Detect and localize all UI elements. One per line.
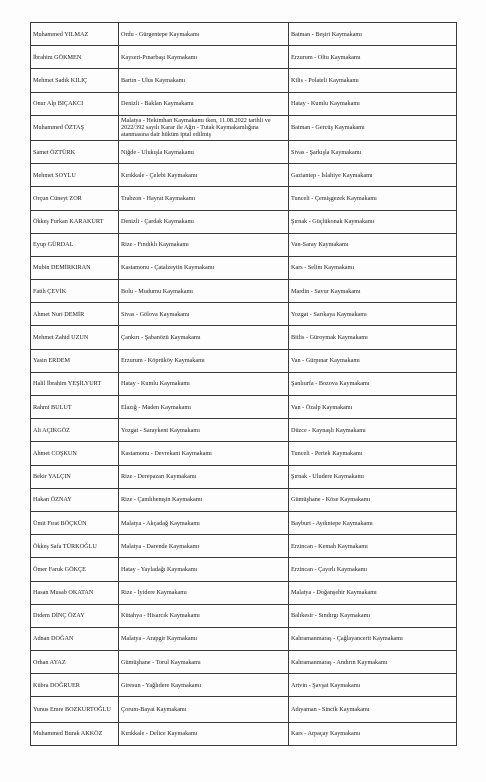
- name-cell: Yunus Emre BOZKURTOĞLU: [31, 697, 119, 722]
- previous-post-cell: Kütahya - Hisarcık Kaymakamı: [119, 604, 289, 627]
- name-cell: Bekir YALÇIN: [31, 465, 119, 488]
- name-cell: Halil İbrahim YEŞİLYURT: [31, 372, 119, 395]
- new-post-cell: Gaziantep - İslahiye Kaymakamı: [289, 164, 457, 187]
- new-post-cell: Erzincan - Kemah Kaymakamı: [289, 535, 457, 558]
- previous-post-cell: Ordu - Gürgentepe Kaymakamı: [119, 23, 289, 46]
- new-post-cell: Hatay - Kumlu Kaymakamı: [289, 92, 457, 115]
- name-cell: Didem DİNÇ ÖZAY: [31, 604, 119, 627]
- name-cell: Samet ÖZTÜRK: [31, 140, 119, 163]
- new-post-cell: Kars - Arpaçay Kaymakamı: [289, 722, 457, 745]
- name-cell: Mehmet SOYLU: [31, 164, 119, 187]
- previous-post-cell: Çorum-Bayat Kaymakamı: [119, 697, 289, 722]
- name-cell: Orhan AYAZ: [31, 651, 119, 674]
- new-post-cell: Erzurum - Oltu Kaymakamı: [289, 46, 457, 69]
- name-cell: Adnan DOĞAN: [31, 627, 119, 650]
- name-cell: Ahmet COŞKUN: [31, 442, 119, 465]
- table-row: [31, 488, 457, 511]
- table-row: [31, 210, 457, 233]
- table-row: [31, 349, 457, 372]
- new-post-cell: Batman - Gercüş Kaymakamı: [289, 115, 457, 140]
- previous-post-cell: Denizli - Baklan Kaymakamı: [119, 92, 289, 115]
- name-cell: Mubin DEMİRKIRAN: [31, 256, 119, 279]
- previous-post-cell: Gümüşhane - Torul Kaymakamı: [119, 651, 289, 674]
- table-row: [31, 697, 457, 722]
- name-cell: Muhammed YILMAZ: [31, 23, 119, 46]
- previous-post-cell: Kayseri-Pınarbaşı Kaymakamı: [119, 46, 289, 69]
- new-post-cell: Tunceli - Çemişgezek Kaymakamı: [289, 187, 457, 210]
- table-row: [31, 164, 457, 187]
- table-row: [31, 535, 457, 558]
- previous-post-cell: Hatay - Yayladağı Kaymakamı: [119, 558, 289, 581]
- new-post-cell: Bayburt - Aydıntepe Kaymakamı: [289, 511, 457, 534]
- appointment-table-body: [31, 23, 457, 746]
- previous-post-cell: Malatya - Hekimhan Kaymakamı iken, 11.08.2022 tarihli ve 2022/392 sayılı Karar ile Ağrı - Tutak Kaymakamlığına atanmasına dair hüküm iptal edilmiş: [119, 115, 289, 140]
- table-row: [31, 23, 457, 46]
- name-cell: Onur Alp BIÇAKCI: [31, 92, 119, 115]
- previous-post-cell: Rize - Derepazarı Kaymakamı: [119, 465, 289, 488]
- new-post-cell: Yozgat - Sarıkaya Kaymakamı: [289, 303, 457, 326]
- name-cell: Rahmi BULUT: [31, 396, 119, 419]
- new-post-cell: Düzce - Kaynaşlı Kaymakamı: [289, 419, 457, 442]
- table-row: [31, 256, 457, 279]
- table-row: [31, 627, 457, 650]
- previous-post-cell: Kastamonu - Çatalzeytin Kaymakamı: [119, 256, 289, 279]
- name-cell: Mehmet Sadık KILIÇ: [31, 69, 119, 92]
- new-post-cell: Kars - Selim Kaymakamı: [289, 256, 457, 279]
- table-row: [31, 280, 457, 303]
- previous-post-cell: Malatya - Darende Kaymakamı: [119, 535, 289, 558]
- new-post-cell: Erzincan - Çayırlı Kaymakamı: [289, 558, 457, 581]
- new-post-cell: Tunceli - Pertek Kaymakamı: [289, 442, 457, 465]
- name-cell: Kübra DOĞRUER: [31, 674, 119, 697]
- name-cell: Ahmet Nuri DEMİR: [31, 303, 119, 326]
- name-cell: Ökkeş Safa TÜRKOĞLU: [31, 535, 119, 558]
- new-post-cell: Batman - Beşiri Kaymakamı: [289, 23, 457, 46]
- table-row: [31, 419, 457, 442]
- previous-post-cell: Çankırı - Şabanözü Kaymakamı: [119, 326, 289, 349]
- previous-post-cell: Rize - İyidere Kaymakamı: [119, 581, 289, 604]
- previous-post-cell: Erzurum - Köprüköy Kaymakamı: [119, 349, 289, 372]
- table-row: [31, 69, 457, 92]
- name-cell: Eyup GÜRDAL: [31, 233, 119, 256]
- previous-post-cell: Trabzon - Hayrat Kaymakamı: [119, 187, 289, 210]
- new-post-cell: Balıkesir - Sındırgı Kaymakamı: [289, 604, 457, 627]
- table-row: [31, 511, 457, 534]
- table-row: [31, 722, 457, 745]
- table-row: [31, 651, 457, 674]
- table-row: [31, 372, 457, 395]
- table-row: [31, 674, 457, 697]
- name-cell: Ökkeş Furkan KARAKURT: [31, 210, 119, 233]
- table-row: [31, 326, 457, 349]
- new-post-cell: Kilis - Polateli Kaymakamı: [289, 69, 457, 92]
- table-row: [31, 396, 457, 419]
- name-cell: Yasin ERDEM: [31, 349, 119, 372]
- new-post-cell: Bitlis - Güroymak Kaymakamı: [289, 326, 457, 349]
- appointment-table: [30, 22, 457, 746]
- previous-post-cell: Malatya - Akçadağ Kaymakamı: [119, 511, 289, 534]
- previous-post-cell: Niğde - Ulukışla Kaymakamı: [119, 140, 289, 163]
- table-row: [31, 115, 457, 140]
- name-cell: Hasan Musab OKATAN: [31, 581, 119, 604]
- name-cell: Muhammed Burak AKKÖZ: [31, 722, 119, 745]
- new-post-cell: Van-Saray Kaymakamı: [289, 233, 457, 256]
- new-post-cell: Mardin - Savur Kaymakamı: [289, 280, 457, 303]
- previous-post-cell: Rize - Çamlıhemşin Kaymakamı: [119, 488, 289, 511]
- new-post-cell: Gümüşhane - Köse Kaymakamı: [289, 488, 457, 511]
- new-post-cell: Şanlıurfa - Bozova Kaymakamı: [289, 372, 457, 395]
- name-cell: Ömer Faruk GÖKÇE: [31, 558, 119, 581]
- new-post-cell: Kahramanmaraş - Andırın Kaymakamı: [289, 651, 457, 674]
- table-row: [31, 140, 457, 163]
- new-post-cell: Van - Gürpınar Kaymakamı: [289, 349, 457, 372]
- previous-post-cell: Hatay - Kumlu Kaymakamı: [119, 372, 289, 395]
- name-cell: Fatih ÇEVİK: [31, 280, 119, 303]
- table-row: [31, 46, 457, 69]
- table-row: [31, 581, 457, 604]
- new-post-cell: Adıyaman - Sincik Kaymakamı: [289, 697, 457, 722]
- new-post-cell: Sivas - Şarkışla Kaymakamı: [289, 140, 457, 163]
- table-row: [31, 187, 457, 210]
- table-row: [31, 442, 457, 465]
- table-row: [31, 465, 457, 488]
- name-cell: Orçun Cüneyt ZOR: [31, 187, 119, 210]
- table-row: [31, 92, 457, 115]
- new-post-cell: Kahramanmaraş - Çağlayancerit Kaymakamı: [289, 627, 457, 650]
- previous-post-cell: Giresun - Yağlıdere Kaymakamı: [119, 674, 289, 697]
- previous-post-cell: Rize - Fındıklı Kaymakamı: [119, 233, 289, 256]
- previous-post-cell: Bartın - Ulus Kaymakamı: [119, 69, 289, 92]
- previous-post-cell: Kırıkkale - Delice Kaymakamı: [119, 722, 289, 745]
- name-cell: Ümit Fırat BÖÇKÜN: [31, 511, 119, 534]
- new-post-cell: Malatya - Doğanşehir Kaymakamı: [289, 581, 457, 604]
- table-row: [31, 558, 457, 581]
- previous-post-cell: Sivas - Gölova Kaymakamı: [119, 303, 289, 326]
- new-post-cell: Van - Özalp Kaymakamı: [289, 396, 457, 419]
- table-row: [31, 233, 457, 256]
- name-cell: Ali AÇIKGÖZ: [31, 419, 119, 442]
- previous-post-cell: Denizli - Çardak Kaymakamı: [119, 210, 289, 233]
- name-cell: Muhammed ÖZTAŞ: [31, 115, 119, 140]
- new-post-cell: Şırnak - Uludere Kaymakamı: [289, 465, 457, 488]
- new-post-cell: Artvin - Şavşat Kaymakamı: [289, 674, 457, 697]
- previous-post-cell: Kırıkkale - Çelebi Kaymakamı: [119, 164, 289, 187]
- previous-post-cell: Elazığ - Maden Kaymakamı: [119, 396, 289, 419]
- table-row: [31, 303, 457, 326]
- name-cell: Mehmet Zahid UZUN: [31, 326, 119, 349]
- name-cell: İbrahim GÖKMEN: [31, 46, 119, 69]
- previous-post-cell: Bolu - Mudurnu Kaymakamı: [119, 280, 289, 303]
- table-row: [31, 604, 457, 627]
- new-post-cell: Şırnak - Güçlükonak Kaymakamı: [289, 210, 457, 233]
- previous-post-cell: Yozgat - Saraykent Kaymakamı: [119, 419, 289, 442]
- previous-post-cell: Malatya - Arapgir Kaymakamı: [119, 627, 289, 650]
- previous-post-cell: Kastamonu - Devrekani Kaymakamı: [119, 442, 289, 465]
- name-cell: Hakan ÖZNAY: [31, 488, 119, 511]
